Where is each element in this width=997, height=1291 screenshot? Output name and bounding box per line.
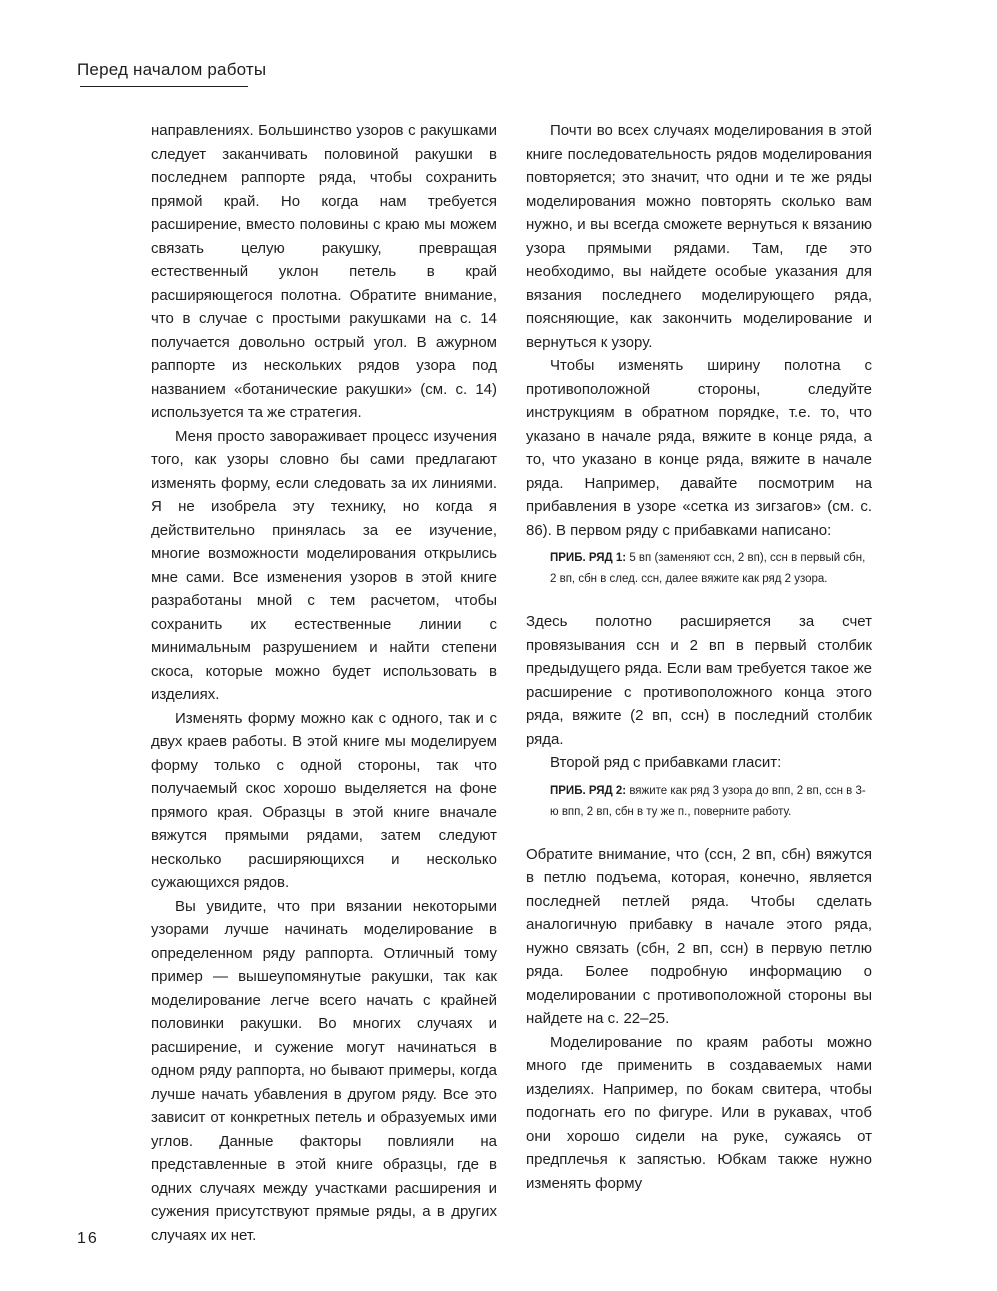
body-paragraph: Чтобы изменять ширину полотна с противоположной стороны, следуйте инструкциям в обратном порядке, т.е. то, что указано в начале ряда, вяжите в конце ряда, а то, что указано в конце ряда, вяжите в начале ряда. Например, давайте посмотрим на прибавления в узоре «сетка из зигзагов» (см. с. 86). В первом ряду с прибавками написано: xyxy=(526,357,872,539)
body-paragraph: направлениях. Большинство узоров с ракушками следует заканчивать половиной ракушки в последнем раппорте ряда, чтобы сохранить прямой край. Но когда нам требуется расширение, вместо половины с краю мы можем связать целую ракушку, превращая естественный уклон петель в край расширяющегося полотна. Обратите внимание, что в случае с простыми ракушками на с. 14 получается довольно острый угол. В ажурном раппорте из нескольких рядов узора под названием «ботанические ракушки» (см. с. 14) используется та же стратегия. xyxy=(151,122,497,421)
body-paragraph: Здесь полотно расширяется за счет провязывания ссн и 2 вп в первый столбик предыдущего ряда. Если вам требуется такое же расширение с противоположного конца этого ряда, вяжите (2 вп, ссн) в последний столбик ряда. xyxy=(526,613,872,748)
right-column xyxy=(526,119,872,1195)
body-paragraph: Изменять форму можно как с одного, так и с двух краев работы. В этой книге мы моделируем форму только с одной стороны, так что получаемый скос хорошо выделяется на фоне прямого края. Образцы в этой книге вначале вяжутся прямыми рядами, затем следуют несколько расширяющихся и несколько сужающихся рядов. xyxy=(151,709,497,891)
header-rule xyxy=(80,86,248,87)
body-paragraph: Моделирование по краям работы можно много где применить в создаваемых нами изделиях. Например, по бокам свитера, чтобы подогнать его по фигуре. Или в рукавах, чтоб они хорошо сидели на руке, сужаясь от предплечья к запястью. Юбкам также нужно изменять форму xyxy=(526,1033,872,1192)
body-paragraph: Обратите внимание, что (ссн, 2 вп, сбн) вяжутся в петлю подъема, которая, конечно, является последней петлей ряда. Чтобы сделать аналогичную прибавку в начале этого ряда, нужно связать (сбн, 2 вп, ссн) в первую петлю ряда. Более подробную информацию о моделировании с противоположной стороны вы найдете на с. 22–25. xyxy=(526,845,872,1027)
instruction-text: 5 вп (заменяют ссн, 2 вп), ссн в первый сбн, 2 вп, сбн в след. ссн, далее вяжите как ряд 2 узора. xyxy=(550,552,866,585)
left-column xyxy=(151,119,497,1247)
instruction-note xyxy=(550,781,872,823)
body-paragraph: Второй ряд с прибавками гласит: xyxy=(550,754,782,771)
body-paragraph: Почти во всех случаях моделирования в этой книге последовательность рядов моделирования повторяется; это значит, что одни и те же ряды моделирования можно повторять сколько вам нужно, и вы всегда сможете вернуться к вязанию узора прямыми рядами. Там, где это необходимо, вы найдете особые указания для вязания последнего моделирующего ряда, поясняющие, как закончить моделирование и вернуться к узору. xyxy=(526,122,872,351)
body-paragraph: Вы увидите, что при вязании некоторыми узорами лучше начинать моделирование в определенном ряду раппорта. Отличный тому пример — вышеупомянутые ракушки, так как моделирование легче всего начать с крайней половинки ракушки. Во многих случаях и расширение, и сужение могут начинаться в одном ряду раппорта, но бывают примеры, когда лучше начать убавления в другом ряду. Все это зависит от конкретных петель и образуемых ими углов. Данные факторы повлияли на представленные в этой книге образцы, где в одних случаях между участками расширения и сужения присутствуют прямые ряды, а в других случаях их нет. xyxy=(151,897,497,1244)
body-paragraph: Меня просто завораживает процесс изучения того, как узоры словно бы сами предлагают изменять форму, если следовать за их линиями. Я не изобрела эту технику, но когда я действительно принялась за ее изучение, многие возможности моделирования открылись мне сами. Все изменения узоров в этой книге разработаны мной с тем расчетом, чтобы сохранить их естественные линии с минимальным разрушением и найти степени скоса, которые можно будет использовать в изделиях. xyxy=(151,427,497,703)
instruction-label: ПРИБ. РЯД 1: xyxy=(550,552,627,564)
instruction-label: ПРИБ. РЯД 2: xyxy=(550,784,627,797)
section-title: Перед началом работы xyxy=(77,60,267,79)
instruction-text: вяжите как ряд 3 узора до впп, 2 вп, ссн в 3-ю впп, 2 вп, сбн в ту же п., поверните работу. xyxy=(550,784,866,818)
page-number: 16 xyxy=(77,1230,99,1247)
instruction-note xyxy=(550,548,872,590)
